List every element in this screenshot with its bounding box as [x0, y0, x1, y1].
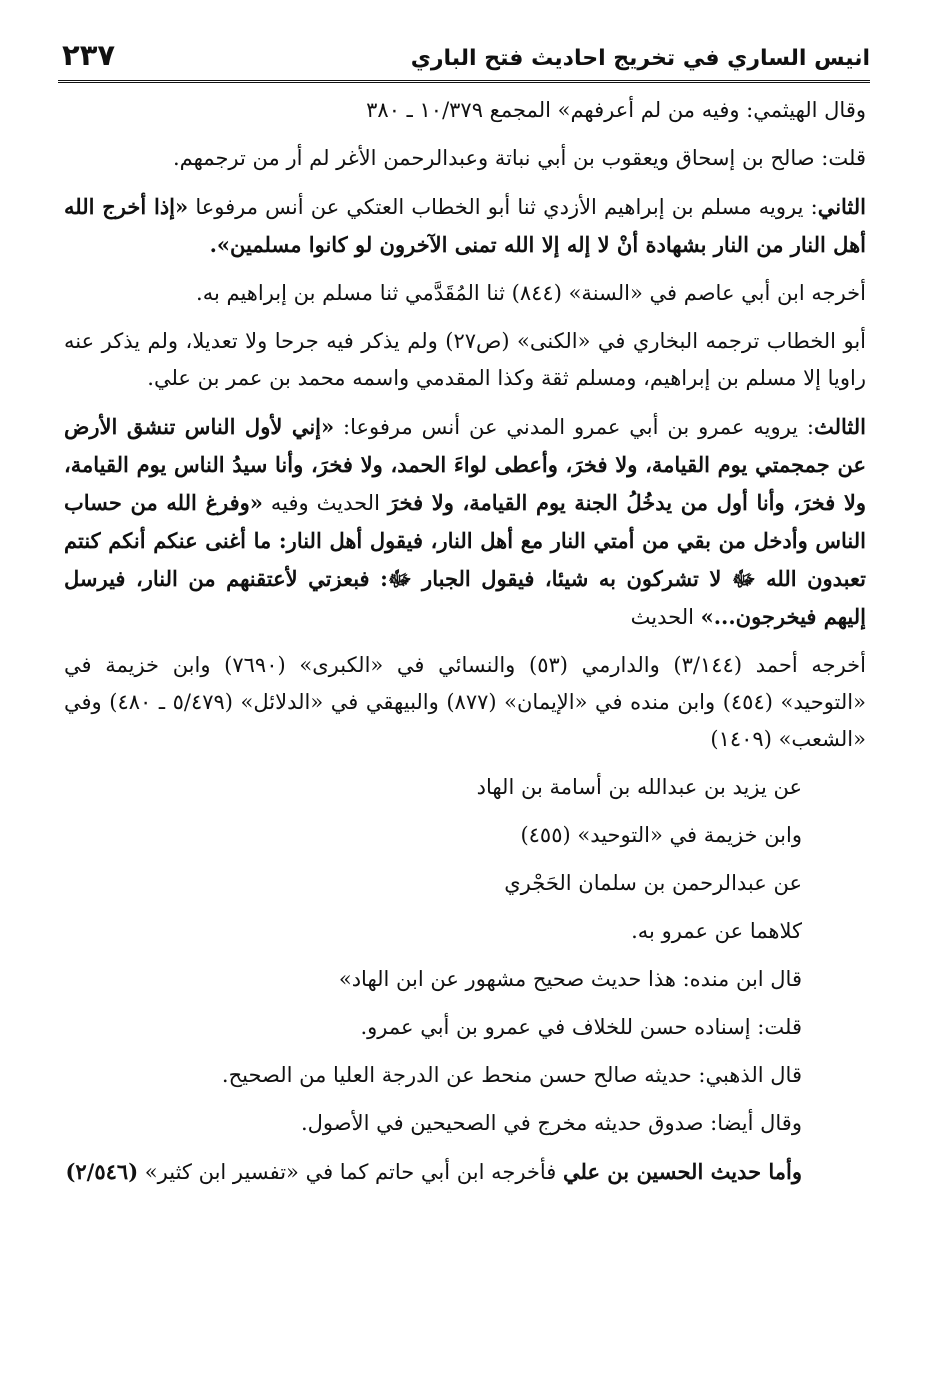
- body-paragraph: [64, 1105, 866, 1142]
- text-run: قلت: صالح بن إسحاق ويعقوب بن أبي نباتة وعبدالرحمن الأغر لم أر من ترجمهم.: [172, 146, 866, 170]
- text-run: وابن خزيمة في «التوحيد» (٤٥٥): [520, 823, 802, 847]
- body-paragraph: [64, 188, 866, 264]
- text-run: وقال الهيثمي: وفيه من لم أعرفهم» المجمع ١٠/٣٧٩ ـ ٣٨٠: [366, 98, 866, 122]
- body-paragraph: [64, 275, 866, 312]
- text-run: الحديث: [630, 605, 701, 629]
- body-paragraph: [64, 769, 866, 806]
- text-run: وقال أيضا: صدوق حديثه مخرج في الصحيحين في الأصول.: [300, 1111, 802, 1135]
- text-run: الحديث وفيه: [262, 491, 388, 515]
- body-paragraph: [64, 408, 866, 636]
- body-paragraph: [64, 961, 866, 998]
- body-paragraph: [64, 323, 866, 397]
- text-run: : يرويه مسلم بن إبراهيم الأزدي ثنا أبو الخطاب العتكي عن أنس مرفوعا: [188, 195, 818, 219]
- body-paragraph: [64, 865, 866, 902]
- text-run: كلاهما عن عمرو به.: [631, 919, 802, 943]
- body-paragraph: [64, 1009, 866, 1046]
- body-paragraph: [64, 92, 866, 129]
- bold-text-run: (٢/٥٤٦): [65, 1159, 139, 1184]
- text-run: عن عبدالرحمن بن سلمان الحَجْري: [504, 871, 802, 895]
- page-header: [58, 32, 870, 83]
- bold-text-run: «إذا أخرج الله أهل النار من النار بشهادة أنْ لا إله إلا الله تمنى الآخرون لو كانوا مسلمين».: [64, 194, 866, 257]
- body-paragraph: [64, 140, 866, 177]
- text-run: قال الذهبي: حديثه صالح حسن منحط عن الدرجة العليا من الصحيح.: [221, 1063, 802, 1087]
- bold-text-run: وأما حديث الحسين بن علي: [563, 1159, 802, 1184]
- text-run: قال ابن منده: هذا حديث صحيح مشهور عن ابن الهاد»: [338, 967, 802, 991]
- text-run: فأخرجه ابن أبي حاتم كما في «تفسير ابن كثير»: [138, 1160, 563, 1184]
- running-title: انيس الساري في تخريج احاديث فتح الباري: [410, 46, 870, 71]
- bold-text-run: الثاني: [817, 194, 867, 219]
- page-number: ٢٣٧: [62, 38, 116, 72]
- text-run: : يرويه عمرو بن أبي عمرو المدني عن أنس مرفوعا:: [334, 415, 814, 439]
- body-paragraph: [64, 1153, 866, 1191]
- body-paragraph: [64, 647, 866, 758]
- bold-text-run: الثالث: [813, 414, 866, 439]
- text-run: أخرجه أحمد (٣/١٤٤) والدارمي (٥٣) والنسائي في «الكبرى» (٧٦٩٠) وابن خزيمة في «التوحيد» (٤٥٤) وابن منده في «الإيمان» (٨٧٧) والبيهقي في «الدلائل» (٥/٤٧٩ ـ ٤٨٠) وفي «الشعب» (١٤٠٩): [64, 653, 866, 751]
- bold-text-run: «إني لأول الناس تنشق الأرض عن جمجمتي يوم القيامة، ولا فخرَ، وأعطى لواءَ الحمد، ولا فخرَ، وأنا سيدُ الناس يوم القيامة، ولا فخرَ، وأنا أول من يدخُلُ الجنة يوم القيامة، ولا فخرَ: [64, 414, 866, 515]
- page-body: [64, 92, 866, 1202]
- body-paragraph: [64, 1057, 866, 1094]
- text-run: أبو الخطاب ترجمه البخاري في «الكنى» (ص٢٧) ولم يذكر فيه جرحا ولا تعديلا، ولم يذكر عنه راويا إلا مسلم بن إبراهيم، ومسلم ثقة وكذا المقدمي واسمه محمد بن عمر بن علي.: [64, 329, 866, 390]
- bold-text-run: «وفرغ الله من حساب الناس وأدخل من بقي من أمتي النار مع أهل النار، فيقول أهل النار: ما أغنى عنكم أنكم كنتم تعبدون الله ﷻ لا تشركون به شيئا، فيقول الجبار ﷻ: فبعزتي لأعتقنهم من النار، فيرسل إليهم فيخرجون...»: [64, 490, 866, 629]
- text-run: عن يزيد بن عبدالله بن أسامة بن الهاد: [476, 775, 802, 799]
- body-paragraph: [64, 817, 866, 854]
- text-run: قلت: إسناده حسن للخلاف في عمرو بن أبي عمرو.: [360, 1015, 802, 1039]
- body-paragraph: [64, 913, 866, 950]
- text-run: أخرجه ابن أبي عاصم في «السنة» (٨٤٤) ثنا المُقَدَّمي ثنا مسلم بن إبراهيم به.: [196, 281, 866, 305]
